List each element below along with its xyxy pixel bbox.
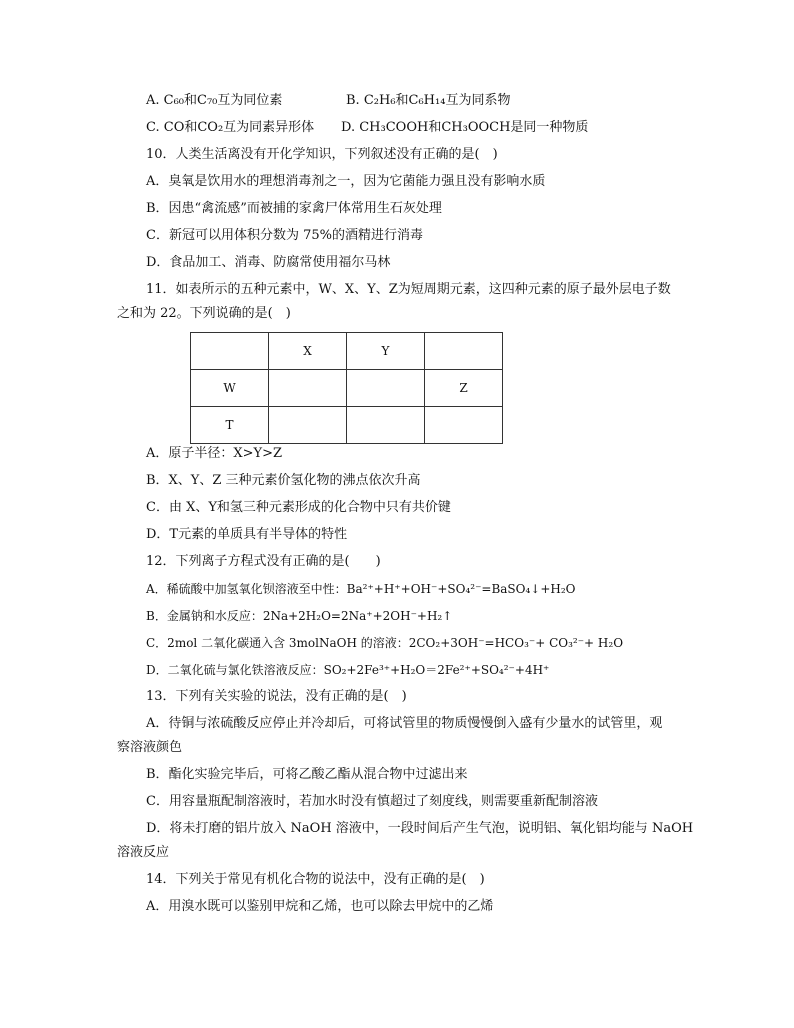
- table-cell: W: [191, 370, 269, 407]
- table-cell: [425, 407, 503, 444]
- q11-option-d: D．T元素的单质具有半导体的特性: [146, 527, 348, 542]
- q13-option-b: B．酯化实验完毕后，可将乙酸乙酯从混合物中过滤出来: [146, 767, 468, 782]
- q13-stem: 13．下列有关实验的说法，没有正确的是( ): [146, 689, 407, 704]
- table-cell: [269, 407, 347, 444]
- table-cell: T: [191, 407, 269, 444]
- q12-option-d: D．二氧化硫与氯化铁溶液反应：SO₂+2Fe³⁺+H₂O＝2Fe²⁺+SO₄²⁻+4H⁺: [146, 663, 550, 677]
- q12-option-a: A．稀硫酸中加氢氧化钡溶液至中性：Ba²⁺+H⁺+OH⁻+SO₄²⁻=BaSO₄↓+H₂O: [146, 582, 576, 596]
- q10-option-a: A．臭氧是饮用水的理想消毒剂之一，因为它菌能力强且没有影响水质: [146, 174, 546, 189]
- q10-option-d: D．食品加工、消毒、防腐常使用福尔马林: [146, 255, 391, 270]
- table-row: [191, 407, 503, 444]
- q11-option-b: B．X、Y、Z 三种元素价氢化物的沸点依次升高: [146, 473, 421, 488]
- q10-option-c: C．新冠可以用体积分数为 75%的酒精进行消毒: [146, 228, 423, 243]
- q13-option-c: C．用容量瓶配制溶液时，若加水时没有慎超过了刻度线，则需要重新配制溶液: [146, 794, 598, 809]
- q13-option-a-line2: 察溶液颜色: [117, 740, 183, 755]
- q11-stem-line2: 之和为 22。下列说确的是( ): [117, 306, 291, 321]
- q14-option-a: A．用溴水既可以鉴别甲烷和乙烯，也可以除去甲烷中的乙烯: [146, 899, 494, 914]
- q13-option-a-line1: A．待铜与浓硫酸反应停止并冷却后，可将试管里的物质慢慢倒入盛有少量水的试管里，观: [146, 716, 663, 731]
- table-cell: [269, 370, 347, 407]
- q9-option-a: A. C₆₀和C₇₀互为同位素: [146, 93, 283, 108]
- q13-option-d-line2: 溶液反应: [117, 845, 170, 860]
- element-table: [190, 332, 503, 444]
- table-row: [191, 333, 503, 370]
- table-cell: Z: [425, 370, 503, 407]
- table-cell: Y: [347, 333, 425, 370]
- q11-option-a: A．原子半径：X>Y>Z: [146, 446, 283, 461]
- table-cell: [191, 333, 269, 370]
- q13-option-d-line1: D．将未打磨的铝片放入 NaOH 溶液中，一段时间后产生气泡，说明铝、氧化铝均能与 NaOH: [146, 821, 694, 836]
- table-cell: [425, 333, 503, 370]
- q12-option-b: B．金属钠和水反应：2Na+2H₂O=2Na⁺+2OH⁻+H₂↑: [146, 609, 453, 623]
- q11-stem-line1: 11．如表所示的五种元素中，W、X、Y、Z为短周期元素，这四种元素的原子最外层电子数: [146, 282, 671, 297]
- table-row: [191, 370, 503, 407]
- q11-option-c: C．由 X、Y和氢三种元素形成的化合物中只有共价键: [146, 500, 451, 515]
- q12-option-c: C．2mol 二氧化碳通入含 3molNaOH 的溶液：2CO₂+3OH⁻=HCO₃⁻+ CO₃²⁻+ H₂O: [146, 636, 624, 650]
- table-cell: X: [269, 333, 347, 370]
- q10-stem: 10．人类生活离没有开化学知识，下列叙述没有正确的是( ): [146, 147, 498, 162]
- q9-option-d: D. CH₃COOH和CH₃OOCH是同一种物质: [341, 120, 589, 135]
- q9-option-c: C. CO和CO₂互为同素异形体: [146, 120, 315, 135]
- table-cell: [347, 370, 425, 407]
- table-cell: [347, 407, 425, 444]
- q10-option-b: B．因患“禽流感”而被捕的家禽尸体常用生石灰处理: [146, 201, 442, 216]
- q9-option-b: B. C₂H₆和C₆H₁₄互为同系物: [346, 93, 511, 108]
- q14-stem: 14．下列关于常见有机化合物的说法中，没有正确的是( ): [146, 872, 485, 887]
- q12-stem: 12．下列离子方程式没有正确的是( ): [146, 554, 381, 569]
